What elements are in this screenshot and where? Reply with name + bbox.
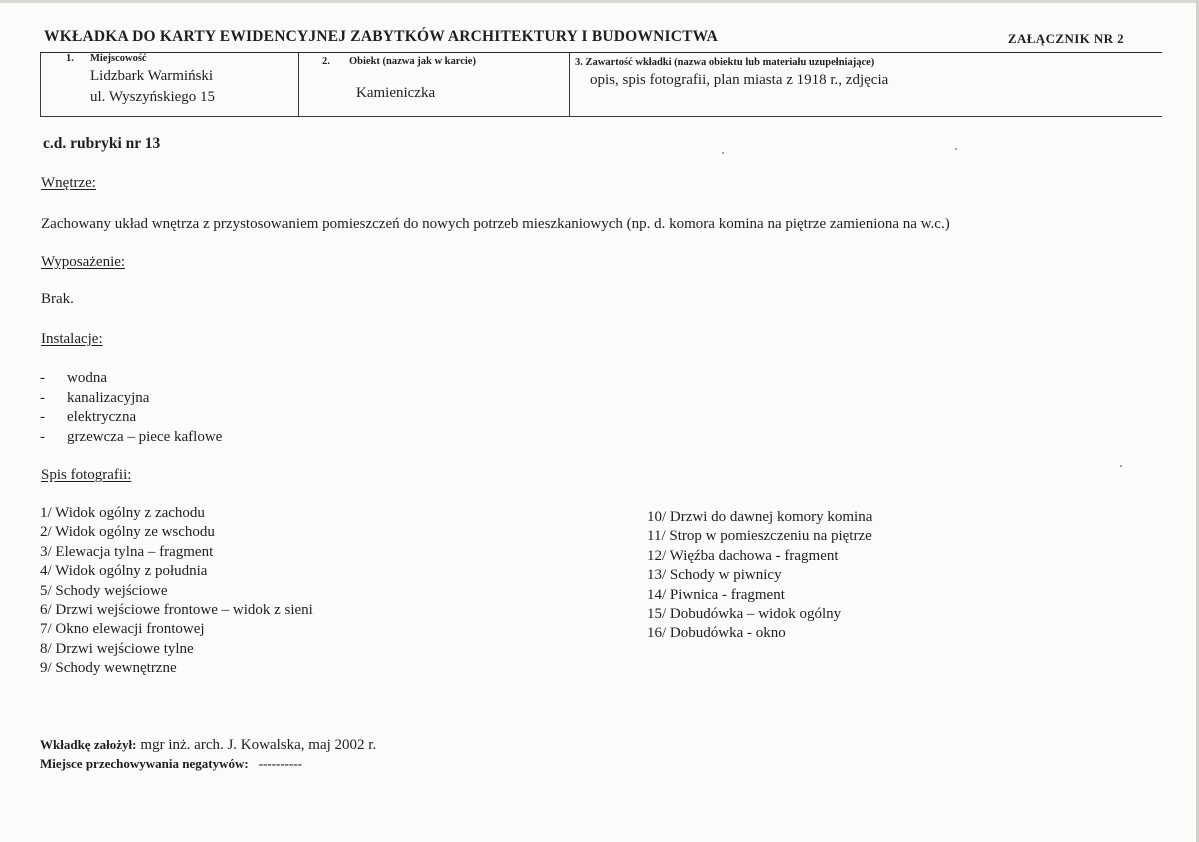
list-item: 7/ Okno elewacji frontowej [40, 621, 205, 638]
cell-location-street: ul. Wyszyńskiego 15 [90, 89, 216, 105]
form-divider-2 [569, 53, 570, 116]
photos-list-left [40, 504, 313, 679]
list-item: 5/ Schody wejściowe [40, 582, 168, 599]
list-item: - grzewcza – piece kaflowe [40, 428, 223, 445]
cell-object-label: Obiekt (nazwa jak w karcie) [349, 56, 476, 67]
interior-text: Zachowany układ wnętrza z przystosowaniem pomieszczeń do nowych potrzeb mieszkaniowych (np. d. komora komina na piętrze zamieniona na w.c.) [41, 216, 950, 232]
cell-location-label: Miejscowość [90, 53, 147, 64]
form-top-rule [40, 52, 1162, 53]
list-item: - wodna [40, 370, 107, 386]
list-item: 13/ Schody w piwnicy [647, 567, 782, 584]
list-item: - kanalizacyjna [40, 389, 150, 406]
cell-object-number: 2. [322, 56, 330, 67]
list-item: 8/ Drzwi wejściowe tylne [40, 640, 194, 657]
scan-speck [955, 148, 957, 150]
list-item: 4/ Widok ogólny z południa [40, 563, 208, 580]
list-item: 6/ Drzwi wejściowe frontowe – widok z sieni [40, 601, 313, 618]
cell-contents-value: opis, spis fotografii, plan miasta z 1918 r., zdjęcia [590, 72, 889, 88]
installations-heading: Instalacje: [41, 331, 103, 347]
annex-label: ZAŁĄCZNIK NR 2 [1007, 31, 1124, 46]
cell-object-value: Kamieniczka [356, 85, 436, 101]
negatives-label: Miejsce przechowywania negatywów: [40, 756, 249, 771]
list-item: 9/ Schody wewnętrzne [40, 660, 177, 677]
negatives-line [40, 755, 302, 773]
cell-location-town: Lidzbark Warmiński [90, 68, 214, 84]
list-item: 15/ Dobudówka – widok ogólny [647, 605, 842, 622]
list-item: 1/ Widok ogólny z zachodu [40, 505, 205, 521]
author-line [40, 736, 376, 754]
list-item: 2/ Widok ogólny ze wschodu [40, 524, 215, 541]
photos-list-right [647, 508, 872, 644]
list-item: 10/ Drzwi do dawnej komory komina [647, 509, 873, 525]
photos-heading: Spis fotografii: [41, 467, 132, 483]
form-divider-1 [298, 53, 299, 116]
form-divider-left [40, 53, 41, 116]
document-title: WKŁADKA DO KARTY EWIDENCYJNEJ ZABYTKÓW ARCHITEKTURY I BUDOWNICTWA [44, 28, 719, 45]
scan-speck [1120, 465, 1122, 467]
installations-list [40, 369, 222, 447]
negatives-value: ---------- [258, 756, 302, 771]
list-item: 14/ Piwnica - fragment [647, 586, 785, 603]
equipment-text: Brak. [41, 291, 74, 307]
author-value: mgr inż. arch. J. Kowalska, maj 2002 r. [140, 737, 377, 753]
interior-heading: Wnętrze: [41, 175, 96, 191]
scan-speck [722, 152, 724, 154]
list-item: - elektryczna [40, 409, 137, 425]
form-bottom-rule [40, 116, 1162, 117]
equipment-heading: Wyposażenie: [41, 254, 126, 270]
cell-contents-label: 3. Zawartość wkładki (nazwa obiektu lub materiału uzupełniające) [575, 57, 875, 68]
scan-edge-top [0, 0, 1199, 3]
list-item: 3/ Elewacja tylna – fragment [40, 543, 214, 560]
list-item: 11/ Strop w pomieszczeniu na piętrze [647, 528, 872, 545]
list-item: 12/ Więźba dachowa - fragment [647, 547, 839, 564]
cell-location-number: 1. [66, 53, 74, 64]
rubric-heading: c.d. rubryki nr 13 [43, 135, 161, 152]
list-item: 16/ Dobudówka - okno [647, 625, 786, 642]
author-label: Wkładkę założył: [40, 737, 137, 752]
